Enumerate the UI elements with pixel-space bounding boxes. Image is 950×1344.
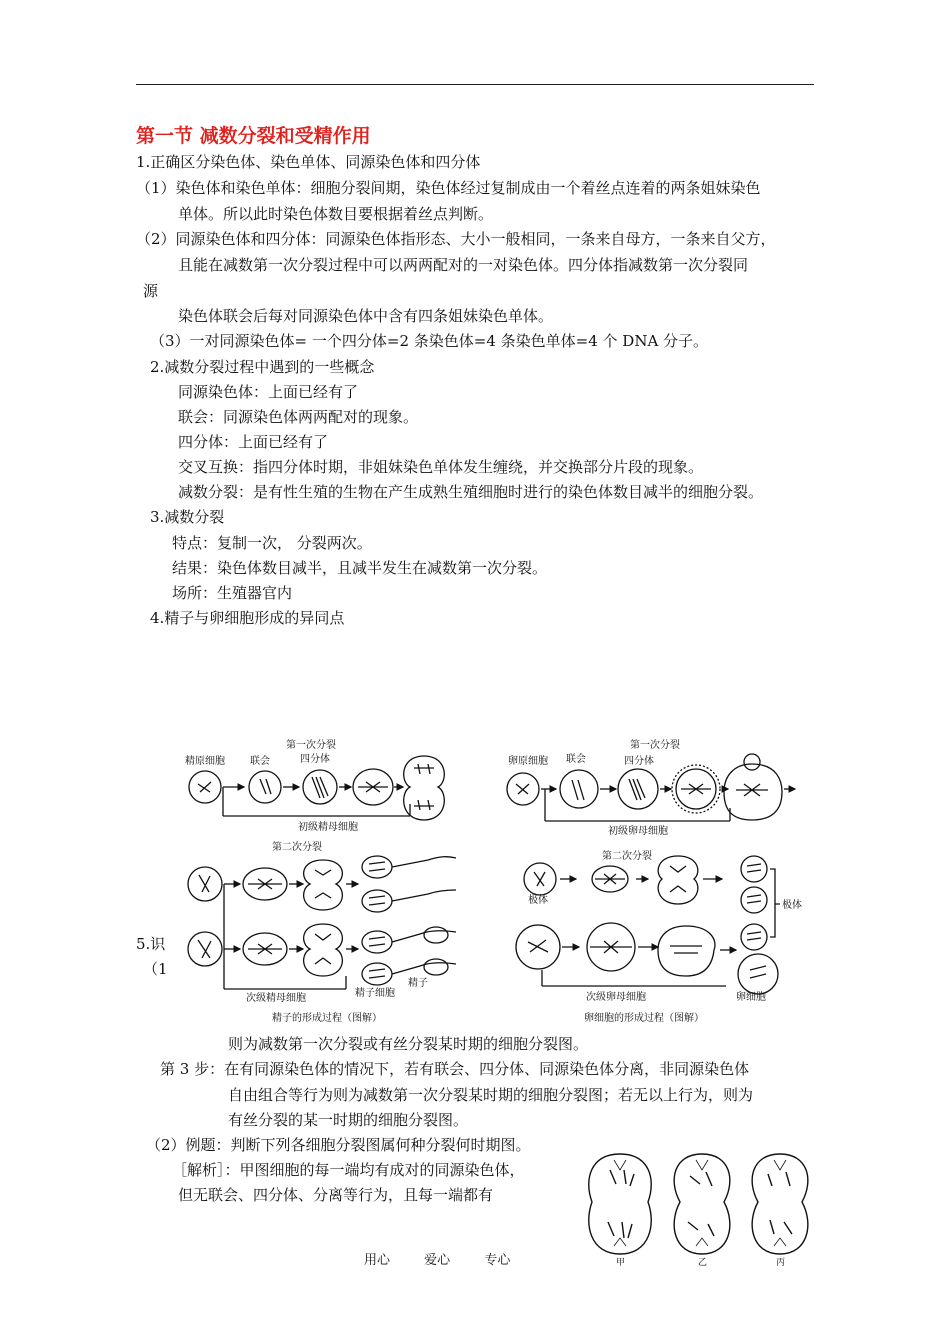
text-line: 但无联会、四分体、分离等行为，且每一端都有 [178, 1186, 494, 1204]
text-line: （1）染色体和染色单体：细胞分裂间期，染色体经过复制成由一个着丝点连着的两条姐妹染色 [136, 179, 761, 197]
text-line: 减数分裂：是有性生殖的生物在产生成熟生殖细胞时进行的染色体数目减半的细胞分裂。 [178, 483, 764, 501]
example-cells-figure [580, 1150, 820, 1268]
text-line: 染色体联会后每对同源染色体中含有四条姐妹染色单体。 [178, 307, 554, 325]
text-line: （1 [143, 960, 168, 978]
text-line: 四分体：上面已经有了 [178, 433, 329, 451]
egg-figure-caption: 卵细胞的形成过程（图解） [584, 1013, 704, 1024]
text-line: ［解析］：甲图细胞的每一端均有成对的同源染色体， [172, 1161, 525, 1179]
text-line: 特点：复制一次， 分裂两次。 [172, 534, 372, 552]
synapsis-label: 联会 [250, 756, 270, 767]
sperm-label: 精子 [408, 978, 428, 989]
secondary-spermatocyte-label: 次级精母细胞 [246, 993, 306, 1004]
text-line: 结果：染色体数目减半，且减半发生在减数第一次分裂。 [172, 559, 548, 577]
primary-spermatocyte-label: 初级精母细胞 [298, 822, 358, 833]
secondary-oocyte-label: 次级卵母细胞 [586, 992, 646, 1003]
page-footer [364, 1249, 540, 1268]
text-line: 1.正确区分染色体、染色单体、同源染色体和四分体 [136, 153, 481, 171]
sperm-figure-caption: 精子的形成过程（图解） [272, 1013, 382, 1024]
text-line: （2）例题：判断下列各细胞分裂图属何种分裂何时期图。 [146, 1136, 531, 1154]
footer-word: 爱心 [424, 1253, 451, 1268]
sperm-formation-figure [180, 734, 470, 1026]
spermatid-label: 精子细胞 [355, 988, 395, 999]
text-line: 3.减数分裂 [150, 508, 225, 526]
egg-formation-figure [490, 734, 810, 1026]
footer-word: 用心 [364, 1253, 391, 1268]
egg-first-division-label: 第一次分裂 [630, 740, 680, 751]
cell-label-jia: 甲 [616, 1258, 626, 1268]
egg-cell-label: 卵细胞 [736, 992, 766, 1003]
second-division-label: 第二次分裂 [272, 842, 322, 853]
text-line: 交叉互换：指四分体时期，非姐妹染色单体发生缠绕，并交换部分片段的现象。 [178, 458, 704, 476]
cell-label-yi: 乙 [698, 1258, 708, 1268]
polar-body-label: 极体 [782, 900, 802, 911]
tetrad-label: 四分体 [300, 754, 330, 765]
oogonium-label: 卵原细胞 [508, 756, 548, 767]
text-line: 5.识 [136, 935, 166, 953]
text-line: 场所：生殖器官内 [172, 584, 293, 602]
egg-tetrad-label: 四分体 [624, 756, 654, 767]
primary-oocyte-label: 初级卵母细胞 [608, 826, 668, 837]
text-line: 联会：同源染色体两两配对的现象。 [178, 408, 419, 426]
text-line: 则为减数第一次分裂或有丝分裂某时期的细胞分裂图。 [228, 1035, 589, 1053]
first-division-label: 第一次分裂 [286, 740, 336, 751]
text-line: 源 [143, 282, 159, 300]
footer-word: 专心 [484, 1253, 511, 1268]
text-line: 自由组合等行为则为减数第一次分裂某时期的细胞分裂图；若无以上行为，则为 [228, 1086, 754, 1104]
section-title: 第一节 减数分裂和受精作用 [136, 125, 371, 147]
cell-label-bing: 丙 [776, 1258, 786, 1268]
text-line: 第 3 步：在有同源染色体的情况下，若有联会、四分体、同源染色体分离，非同源染色体 [160, 1060, 750, 1078]
text-line: 同源染色体：上面已经有了 [178, 383, 359, 401]
text-line: （3）一对同源染色体= 一个四分体=2 条染色体=4 条染色单体=4 个 DNA 分子。 [150, 332, 709, 350]
text-line: 且能在减数第一次分裂过程中可以两两配对的一对染色体。四分体指减数第一次分裂同 [178, 256, 749, 274]
text-line: 4.精子与卵细胞形成的异同点 [150, 609, 345, 627]
egg-synapsis-label: 联会 [566, 754, 586, 765]
text-line: 单体。所以此时染色体数目要根据着丝点判断。 [178, 205, 494, 223]
small-polar-body-label: 极体 [528, 895, 548, 906]
header-rule [136, 84, 814, 85]
text-line: （2）同源染色体和四分体：同源染色体指形态、大小一般相同，一条来自母方，一条来自父方， [136, 230, 776, 248]
text-line: 有丝分裂的某一时期的细胞分裂图。 [228, 1111, 469, 1129]
text-line: 2.减数分裂过程中遇到的一些概念 [150, 358, 375, 376]
egg-second-division-label: 第二次分裂 [602, 851, 652, 862]
spermatogonium-label: 精原细胞 [185, 756, 225, 767]
